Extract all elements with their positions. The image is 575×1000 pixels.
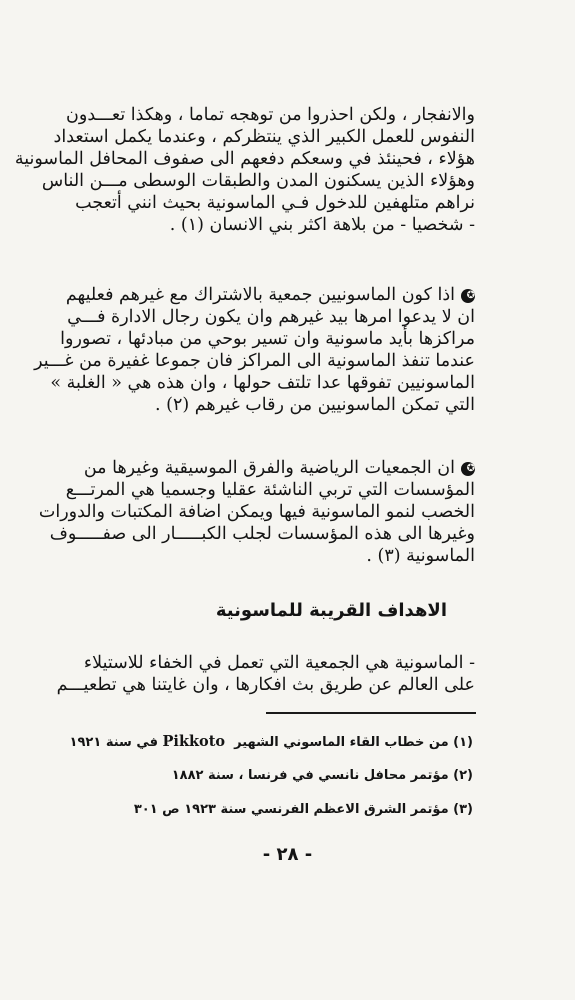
page-number: - ٢٨ - — [262, 844, 313, 865]
paragraph-line: الماسونية (٣) . — [366, 546, 475, 566]
paragraph-line: النفوس للعمل الكبير الذي ينتظركم ، وعندما يكمل استعداد — [53, 127, 475, 147]
paragraph-line: هؤلاء ، فحينئذ في وسعكم دفعهم الى صفوف المحافل الماسونية — [14, 149, 475, 169]
paragraph-1 — [14, 104, 475, 236]
star-bullet-icon: ✪ — [461, 289, 475, 303]
paragraph-line: على العالم عن طريق بث افكارها ، وان غايتنا هي تطعيـــم — [56, 675, 475, 695]
paragraph-line-text: اذا كون الماسونيين جمعية بالاشتراك مع غيرهم فعليهم — [65, 285, 455, 305]
paragraph-line — [83, 457, 475, 479]
footnotes — [69, 732, 473, 834]
paragraph-line: - شخصيا - من بلاهة اكثر بني الانسان (١) . — [169, 215, 475, 235]
paragraph-line: الماسونيين تفوقها عدا تلتف حولها ، وان هذه هي « الغلبة » — [50, 373, 475, 393]
footnote-text: (٢) مؤتمر محافل نانسي في فرنسا ، سنة ١٨٨٢ — [171, 768, 473, 783]
footnote-3 — [93, 800, 473, 834]
paragraph-line: والانفجار ، ولكن احذروا من توهجه تماما ، وهكذا تعـــدون — [66, 105, 475, 125]
paragraph-line — [65, 284, 475, 306]
footnote-1 — [69, 732, 473, 766]
footnote-text: (١) من خطاب القاء الماسوني الشهير — [234, 735, 473, 750]
closing-paragraph — [56, 652, 475, 696]
paragraph-line: التي تمكن الماسونيين من رقاب غيرهم (٢) . — [155, 395, 475, 415]
paragraph-line: وهؤلاء الذين يسكنون المدن والطبقات الوسطى مـــن الناس — [41, 171, 475, 191]
star-bullet-icon: ✪ — [461, 462, 475, 476]
paragraph-line: مراكزها بأيد ماسونية وان تسير بوحي من مبادئها ، تصوروا — [60, 329, 475, 349]
footnote-text: في سنة ١٩٢١ — [69, 735, 158, 750]
paragraph-line: المؤسسات التي تربي الناشئة عقليا وجسميا هي المرتـــع — [65, 480, 475, 500]
paragraph-2 — [34, 284, 475, 416]
footnote-latin-name: Pikkoto — [162, 733, 226, 750]
paragraph-line: الخصب لنمو الماسونية فيها ويمكن اضافة المكتبات والدورات — [38, 502, 475, 522]
paragraph-line: ان لا يدعوا امرها بيد غيرهم وان يكون رجال الادارة فـــي — [67, 307, 475, 327]
paragraph-line: نراهم متلهفين للدخول فـي الماسونية بحيث انني أتعجب — [75, 193, 475, 213]
paragraph-line-text: ان الجمعيات الرياضية والفرق الموسيقية وغيرها من — [83, 458, 455, 478]
footnote-divider — [266, 712, 476, 714]
paragraph-line: وغيرها الى هذه المؤسسات لجلب الكبـــــار الى صفـــــوف — [49, 524, 475, 544]
paragraph-line: - الماسونية هي الجمعية التي تعمل في الخفاء للاستيلاء — [83, 653, 475, 673]
paragraph-3 — [38, 457, 475, 567]
footnote-2 — [93, 766, 473, 800]
paragraph-line: عندما تنفذ الماسونية الى المراكز فان جموعا غفيرة من غـــير — [34, 351, 475, 371]
section-heading: الاهداف القريبة للماسونية — [215, 600, 447, 621]
footnote-text: (٣) مؤتمر الشرق الاعظم الفرنسي سنة ١٩٢٣ ص ٣٠١ — [133, 802, 473, 817]
